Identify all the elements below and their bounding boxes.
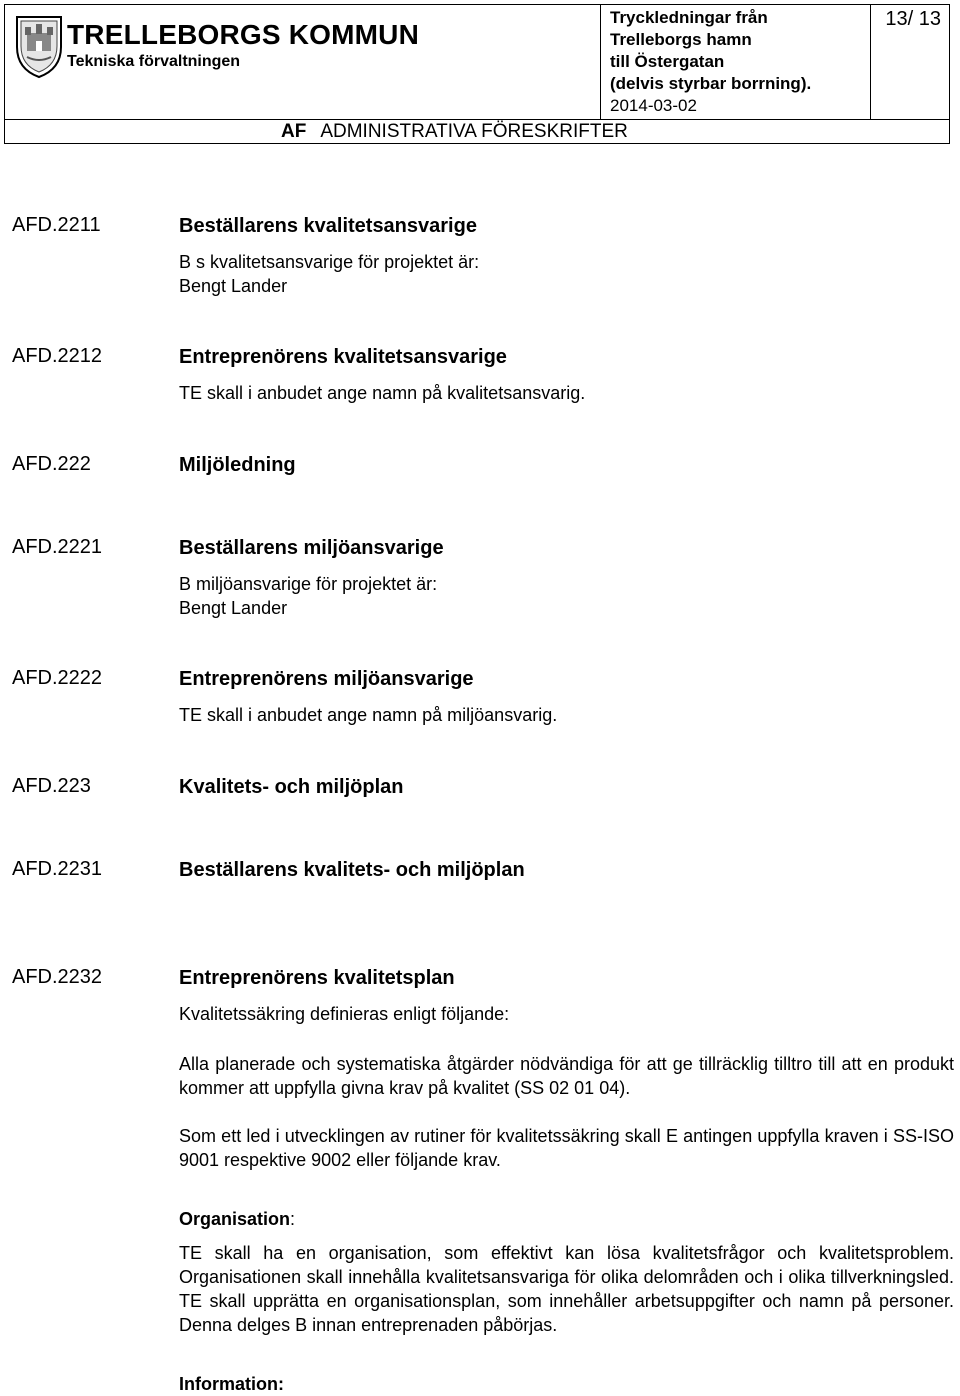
section-heading: Entreprenörens kvalitetsplan — [179, 967, 455, 989]
page-number: 13/ 13 — [870, 5, 949, 119]
section-heading: Beställarens kvalitets- och miljöplan — [179, 859, 525, 881]
logo-cell — [5, 5, 600, 119]
section-code: AFD.223 — [12, 775, 91, 797]
section-code: AFD.2232 — [12, 966, 103, 988]
organisation-paragraph: TE skall ha en organisation, som effektivt kan lösa kvalitetsfrågor och kvalitetsproblem. Organisationen skall innehålla kvalitetsansvariga för olika delområden och i olika tillverkningsled. TE skall upprätta en organisationsplan, som innehåller arbetsuppgifter och namn på personer. Denna delges B innan entreprenaden påbörjas. — [179, 1243, 954, 1335]
section-code: AFD.2231 — [12, 858, 103, 880]
organisation-label-row — [179, 1207, 954, 1231]
section-code: AFD.2222 — [12, 667, 103, 689]
information-label: Information: — [179, 1374, 284, 1394]
document-title-line: till Östergatan — [610, 52, 725, 71]
section-heading: Beställarens kvalitetsansvarige — [179, 215, 477, 237]
coat-of-arms-icon — [13, 11, 65, 79]
org-name: TRELLEBORGS KOMMUN — [67, 19, 420, 50]
section-line: Bengt Lander — [179, 276, 288, 296]
section-line: B miljöansvarige för projektet är: — [179, 574, 438, 594]
section-paragraph: Som ett led i utvecklingen av rutiner för kvalitetssäkring skall E antingen uppfylla kraven i SS-ISO 9001 respektive 9002 eller följande krav. — [179, 1126, 954, 1170]
section-heading: Beställarens miljöansvarige — [179, 537, 444, 559]
section-heading: Kvalitets- och miljöplan — [179, 776, 404, 798]
section-intro: Kvalitetssäkring definieras enligt följande: — [179, 1004, 510, 1024]
document-title-line: (delvis styrbar borrning). — [610, 74, 812, 93]
section-banner — [5, 119, 949, 143]
section-line: Bengt Lander — [179, 598, 288, 618]
section-line: TE skall i anbudet ange namn på miljöansvarig. — [179, 705, 558, 725]
section-heading: Entreprenörens kvalitetsansvarige — [179, 346, 507, 368]
document-title-line: Trelleborgs hamn — [610, 30, 752, 49]
banner-code: AF — [281, 121, 307, 142]
organisation-colon: : — [290, 1209, 296, 1229]
section-paragraph: Alla planerade och systematiska åtgärder nödvändiga för att ge tillräcklig tilltro till att en produkt kommer att uppfylla givna krav på kvalitet (SS 02 01 04). — [179, 1054, 954, 1098]
section-heading: Entreprenörens miljöansvarige — [179, 668, 474, 690]
section-line: TE skall i anbudet ange namn på kvalitetsansvarig. — [179, 383, 586, 403]
document-date: 2014-03-02 — [610, 96, 697, 115]
section-line: B s kvalitetsansvarige för projektet är: — [179, 252, 480, 272]
banner-title: ADMINISTRATIVA FÖRESKRIFTER — [320, 121, 628, 142]
section-code: AFD.222 — [12, 453, 91, 475]
org-subtitle: Tekniska förvaltningen — [67, 53, 241, 70]
document-title-line: Tryckledningar från — [610, 8, 768, 27]
document-title-cell — [600, 5, 870, 119]
section-code: AFD.2211 — [12, 214, 101, 236]
organisation-label: Organisation — [179, 1209, 291, 1229]
section-code: AFD.2212 — [12, 345, 103, 367]
section-heading: Miljöledning — [179, 454, 296, 476]
document-header — [4, 4, 950, 144]
section-code: AFD.2221 — [12, 536, 103, 558]
